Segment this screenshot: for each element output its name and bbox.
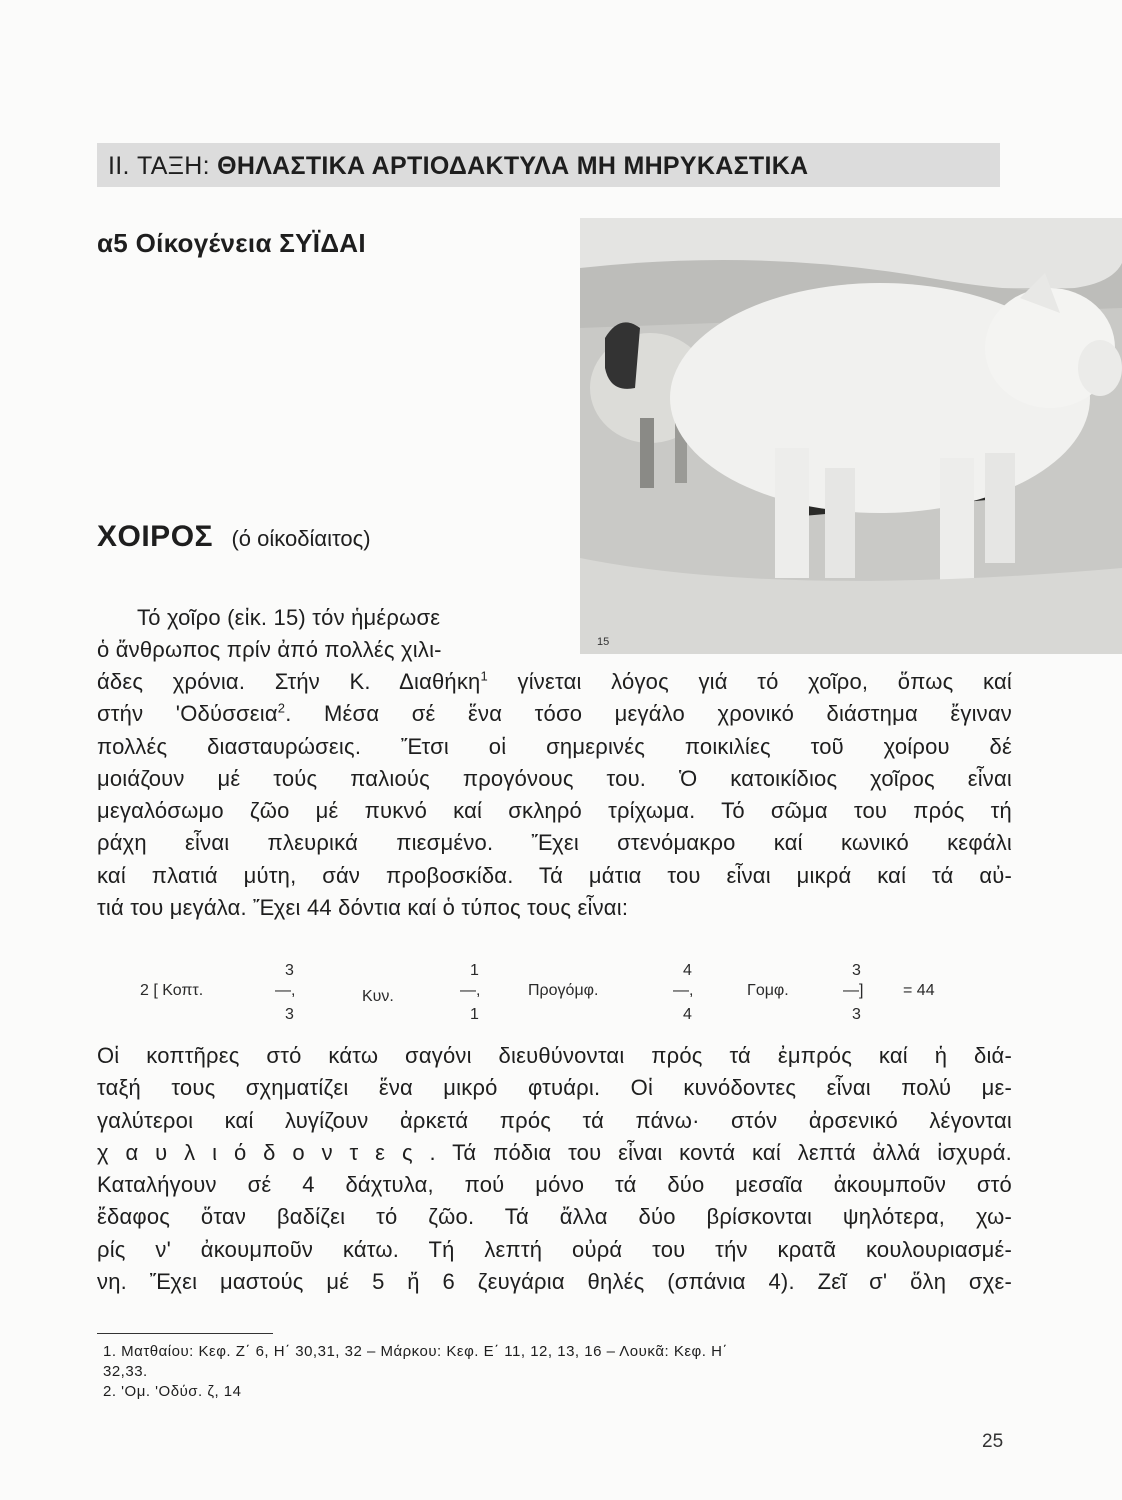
text-line: γαλύτεροι καί λυγίζουν ἀρκετά πρός τά πάνω· στόν ἀρσενικό λέγονται [97,1107,1012,1133]
text-line: χ α υ λ ι ό δ ο ν τ ε ς . Τά πόδια του εἶναι κοντά καί λεπτά ἀλλά ἰσχυρά. [97,1139,1012,1165]
page-number: 25 [982,1431,1004,1452]
formula-dash: —] [843,982,864,999]
dental-formula [140,958,980,1028]
order-number: II. [108,152,130,180]
text-line: ρίς ν' ἀκουμποῦν κάτω. Τή λεπτή οὐρά του τήν κρατᾶ κουλουριασμέ- [97,1236,1012,1262]
formula-dash: —, [673,982,694,999]
footnote-2: 2. 'Ομ. 'Οδύσ. ζ, 14 [103,1383,242,1400]
text-line: στήν 'Οδύσσεια$^2$. Μέσα σέ ἕνα τόσο μεγάλο χρονικό διάστημα ἔγιναν [97,700,1012,727]
formula-lower: 3 [285,1006,294,1023]
text-line: νη. Ἔχει μαστούς μέ 5 ἤ 6 ζευγάρια θηλές (σπάνια 4). Ζεῖ σ' ὅλη σχε- [97,1269,1012,1295]
text-line: καί πλατιά μύτη, σάν προβοσκίδα. Τά μάτια του εἶναι μικρά καί τά αὐ- [97,862,1012,888]
footnotes [103,1342,1013,1402]
formula-upper: 3 [852,962,861,979]
text-line: πολλές διασταυρώσεις. Ἔτσι οἱ σημερινές ποικιλίες τοῦ χοίρου δέ [97,733,1012,759]
footnote-1: 1. Ματθαίου: Κεφ. Ζ΄ 6, Η΄ 30,31, 32 – Μάρκου: Κεφ. Ε΄ 11, 12, 13, 16 – Λουκᾶ: Κεφ. Η΄ [103,1343,728,1360]
text-line: Τό χοῖρο (εἰκ. 15) τόν ἡμέρωσε [137,605,441,630]
species-subtitle: (ό οίκοδίαιτος) [231,526,371,551]
text-line: μεγαλόσωμο ζῶο μέ πυκνό καί σκληρό τρίχωμα. Τό σῶμα του πρός τή [97,798,1012,824]
family-heading: α5 Οίκογένεια ΣΥΪΔΑΙ [97,228,366,258]
formula-upper: 4 [683,962,692,979]
species-heading [97,520,371,554]
species-title: ΧΟΙΡΟΣ [97,520,214,553]
paragraph1 [97,666,1012,924]
footnote-rule [97,1333,273,1334]
text-line: ἔδαφος ὅταν βαδίζει τό ζῶο. Τά ἄλλα δύο βρίσκονται ψηλότερα, χω- [97,1204,1012,1230]
figure-label: 15 [597,636,610,648]
order-label: ΤΑΞΗ: [137,152,210,180]
formula-lower: 1 [470,1006,479,1023]
text-line: ράχη εἶναι πλευρικά πιεσμένο. Ἔχει στενόμακρο καί κωνικό κεφάλι [97,830,1012,856]
footnote-ref-1[interactable]: 1 [480,668,488,684]
text-line: τιά του μεγάλα. Ἔχει 44 δόντια καί ὁ τύπος τους εἶναι: [97,895,629,921]
order-heading [108,152,808,181]
formula-upper: 3 [285,962,294,979]
text-line: ὁ ἄνθρωπος πρίν ἀπό πολλές χιλι- [97,637,442,663]
text-line: Καταλήγουν σέ 4 δάχτυλα, πού μόνο τά δύο μεσαῖα ἀκουμποῦν στό [97,1172,1012,1198]
formula-label: Προγόμφ. [528,982,599,999]
paragraph2 [97,1040,1012,1298]
pig-photo [580,218,1122,654]
formula-result: = 44 [903,982,935,999]
paragraph1-intro [97,602,567,667]
formula-prefix: 2 [ Κοπτ. [140,982,204,999]
formula-label: Κυν. [362,988,394,1005]
formula-upper: 1 [470,962,479,979]
formula-lower: 4 [683,1006,692,1023]
text-line: άδες χρόνια. Στήν Κ. Διαθήκη$^1$ γίνεται λόγος γιά τό χοῖρο, ὅπως καί [97,668,1012,694]
footnote-1-cont: 32,33. [103,1363,148,1380]
formula-lower: 3 [852,1006,861,1023]
text-line: ταξή τους σχηματίζει ἕνα μικρό φτυάρι. Οἱ κυνόδοντες εἶναι πολύ με- [97,1075,1012,1101]
text-line: μοιάζουν μέ τούς παλιούς προγόνους του. Ὁ κατοικίδιος χοῖρος εἶναι [97,765,1012,791]
text-line: Οἱ κοπτῆρες στό κάτω σαγόνι διευθύνονται πρός τά ἐμπρός καί ἡ διά- [97,1043,1012,1068]
footnote-ref-2[interactable]: 2 [277,700,286,716]
formula-dash: —, [275,982,296,999]
formula-label: Γομφ. [747,982,789,999]
order-name: ΘΗΛΑΣΤΙΚΑ ΑΡΤΙΟΔΑΚΤΥΛΑ ΜΗ ΜΗΡΥΚΑΣΤΙΚΑ [217,152,809,180]
formula-dash: —, [460,982,481,999]
